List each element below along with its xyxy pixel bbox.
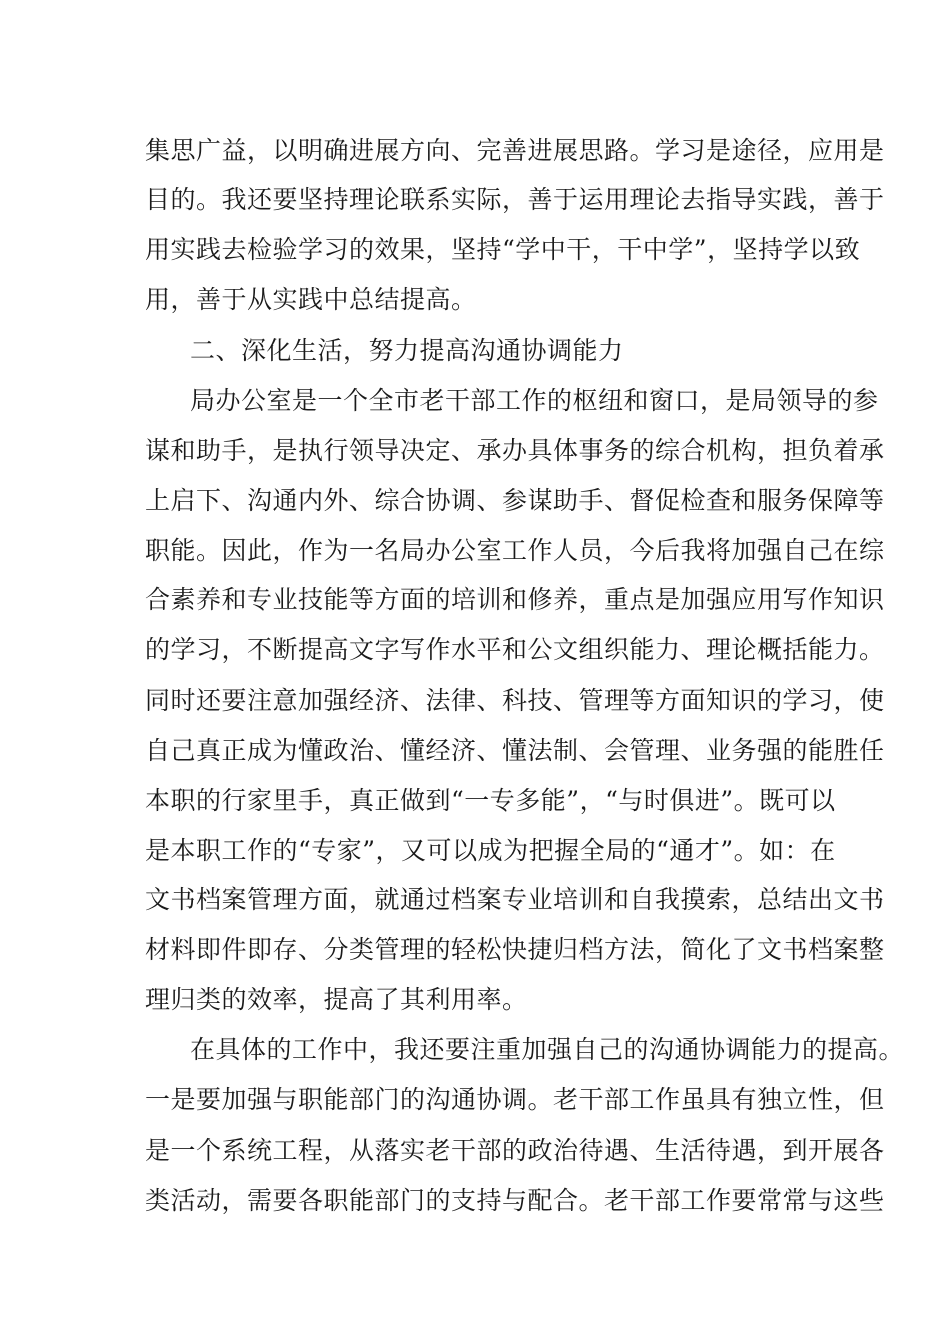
text-line: 的学习，不断提高文字写作水平和公文组织能力、理论概括能力。 [145, 635, 885, 664]
text-line: 文书档案管理方面，就通过档案专业培训和自我摸索，总结出文书 [145, 885, 885, 914]
text-line: 谋和助手，是执行领导决定、承办具体事务的综合机构，担负着承 [145, 436, 885, 465]
text-line: 类活动，需要各职能部门的支持与配合。老干部工作要常常与这些 [145, 1186, 885, 1215]
text-line: 是本职工作的“专家”，又可以成为把握全局的“通才”。如：在 [145, 836, 836, 865]
text-line: 集思广益，以明确进展方向、完善进展思路。学习是途径，应用是 [145, 136, 885, 165]
text-line: 职能。因此，作为一名局办公室工作人员，今后我将加强自己在综 [145, 536, 885, 565]
text-line: 上启下、沟通内外、综合协调、参谋助手、督促检查和服务保障等 [145, 486, 885, 515]
text-line: 目的。我还要坚持理论联系实际，善于运用理论去指导实践，善于 [145, 185, 885, 214]
text-line: 理归类的效率，提高了其利用率。 [145, 985, 528, 1014]
section-heading: 二、深化生活，努力提高沟通协调能力 [190, 336, 624, 365]
text-line: 一是要加强与职能部门的沟通协调。老干部工作虽具有独立性，但 [145, 1085, 885, 1114]
text-line: 合素养和专业技能等方面的培训和修养，重点是加强应用写作知识 [145, 585, 885, 614]
text-line: 用，善于从实践中总结提高。 [145, 285, 477, 314]
text-line: 在具体的工作中，我还要注重加强自己的沟通协调能力的提高。 [190, 1035, 905, 1064]
text-line: 自己真正成为懂政治、懂经济、懂法制、会管理、业务强的能胜任 [145, 736, 885, 765]
text-line: 材料即件即存、分类管理的轻松快捷归档方法，简化了文书档案整 [145, 935, 885, 964]
text-line: 同时还要注意加强经济、法律、科技、管理等方面知识的学习，使 [145, 686, 885, 715]
text-line: 本职的行家里手，真正做到“一专多能”，“与时俱进”。既可以 [145, 786, 836, 815]
text-line: 用实践去检验学习的效果，坚持“学中干，干中学”，坚持学以致 [145, 235, 861, 264]
text-line: 局办公室是一个全市老干部工作的枢纽和窗口，是局领导的参 [190, 386, 879, 415]
text-line: 是一个系统工程，从落实老干部的政治待遇、生活待遇，到开展各 [145, 1136, 885, 1165]
